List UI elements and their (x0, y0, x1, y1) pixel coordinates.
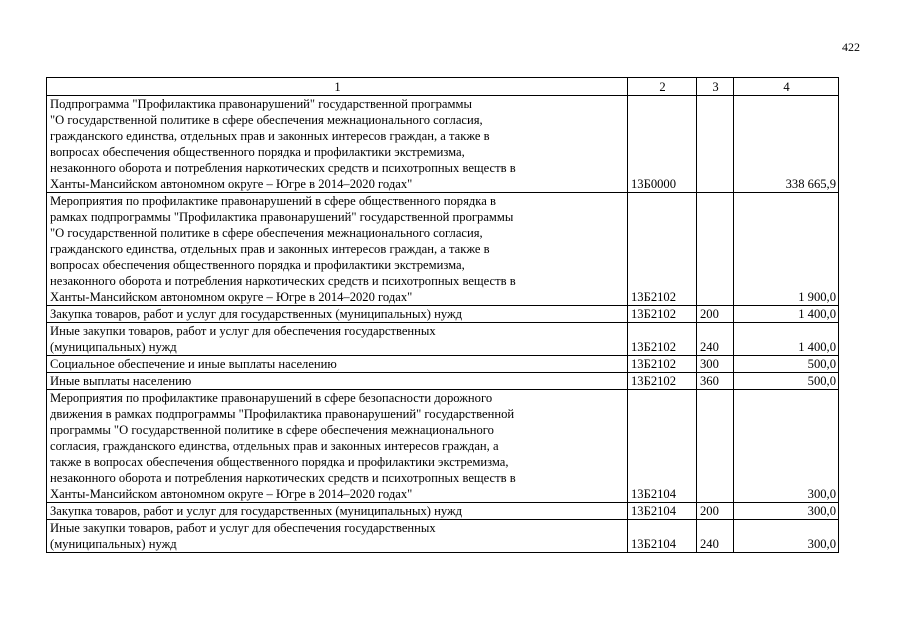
table-row (47, 193, 839, 306)
row-name: Подпрограмма "Профилактика правонарушений" государственной программы "О государственной политике в сфере обеспечения межнационального согласия, гражданского единства, отдельных прав и законных интересов граждан, а также в вопросах обеспечения общественного порядка и профилактики экстремизма, незаконного оборота и потребления наркотических средств и психотропных веществ в Ханты-Мансийском автономном округе – Югре в 2014–2020 годах" (47, 96, 628, 193)
table-row (47, 356, 839, 373)
budget-table (46, 77, 839, 553)
row-kind: 300 (697, 356, 734, 373)
row-amount: 300,0 (734, 390, 839, 503)
row-amount: 500,0 (734, 373, 839, 390)
row-name: Социальное обеспечение и иные выплаты населению (47, 356, 628, 373)
row-name: Иные выплаты населению (47, 373, 628, 390)
row-kind: 240 (697, 323, 734, 356)
row-code: 13Б2102 (628, 323, 697, 356)
row-kind: 360 (697, 373, 734, 390)
column-header-amount: 4 (734, 78, 839, 96)
row-code: 13Б2102 (628, 306, 697, 323)
row-code: 13Б2102 (628, 193, 697, 306)
table-row (47, 306, 839, 323)
table-row (47, 96, 839, 193)
row-amount: 300,0 (734, 520, 839, 553)
table-row (47, 390, 839, 503)
row-name: Иные закупки товаров, работ и услуг для обеспечения государственных (муниципальных) нужд (47, 520, 628, 553)
row-amount: 300,0 (734, 503, 839, 520)
row-kind (697, 193, 734, 306)
row-name: Закупка товаров, работ и услуг для государственных (муниципальных) нужд (47, 503, 628, 520)
row-code: 13Б2104 (628, 503, 697, 520)
row-amount: 500,0 (734, 356, 839, 373)
row-kind: 240 (697, 520, 734, 553)
row-amount: 1 900,0 (734, 193, 839, 306)
column-header-code: 2 (628, 78, 697, 96)
row-name: Закупка товаров, работ и услуг для государственных (муниципальных) нужд (47, 306, 628, 323)
column-header-name: 1 (47, 78, 628, 96)
row-kind (697, 390, 734, 503)
row-name: Мероприятия по профилактике правонарушений в сфере общественного порядка в рамках подпрограммы "Профилактика правонарушений" государственной программы "О государственной политике в сфере обеспечения межнационального согласия, гражданского единства, отдельных прав и законных интересов граждан, а также в вопросах обеспечения общественного порядка и профилактики экстремизма, незаконного оборота и потребления наркотических средств и психотропных веществ в Ханты-Мансийском автономном округе – Югре в 2014–2020 годах" (47, 193, 628, 306)
row-kind: 200 (697, 306, 734, 323)
table-row (47, 520, 839, 553)
table-row (47, 373, 839, 390)
row-code: 13Б2104 (628, 520, 697, 553)
page-number: 422 (842, 40, 860, 54)
row-name: Иные закупки товаров, работ и услуг для обеспечения государственных (муниципальных) нужд (47, 323, 628, 356)
column-header-kind: 3 (697, 78, 734, 96)
row-amount: 338 665,9 (734, 96, 839, 193)
row-kind (697, 96, 734, 193)
row-code: 13Б2102 (628, 373, 697, 390)
row-code: 13Б2102 (628, 356, 697, 373)
row-code: 13Б2104 (628, 390, 697, 503)
row-kind: 200 (697, 503, 734, 520)
row-amount: 1 400,0 (734, 306, 839, 323)
table-row (47, 323, 839, 356)
table-header-row (47, 78, 839, 96)
table-row (47, 503, 839, 520)
row-name: Мероприятия по профилактике правонарушений в сфере безопасности дорожного движения в рамках подпрограммы "Профилактика правонарушений" государственной программы "О государственной политике в сфере обеспечения межнационального согласия, гражданского единства, отдельных прав и законных интересов граждан, а также в вопросах обеспечения общественного порядка и профилактики экстремизма, незаконного оборота и потребления наркотических средств и психотропных веществ в Ханты-Мансийском автономном округе – Югре в 2014–2020 годах" (47, 390, 628, 503)
row-amount: 1 400,0 (734, 323, 839, 356)
row-code: 13Б0000 (628, 96, 697, 193)
